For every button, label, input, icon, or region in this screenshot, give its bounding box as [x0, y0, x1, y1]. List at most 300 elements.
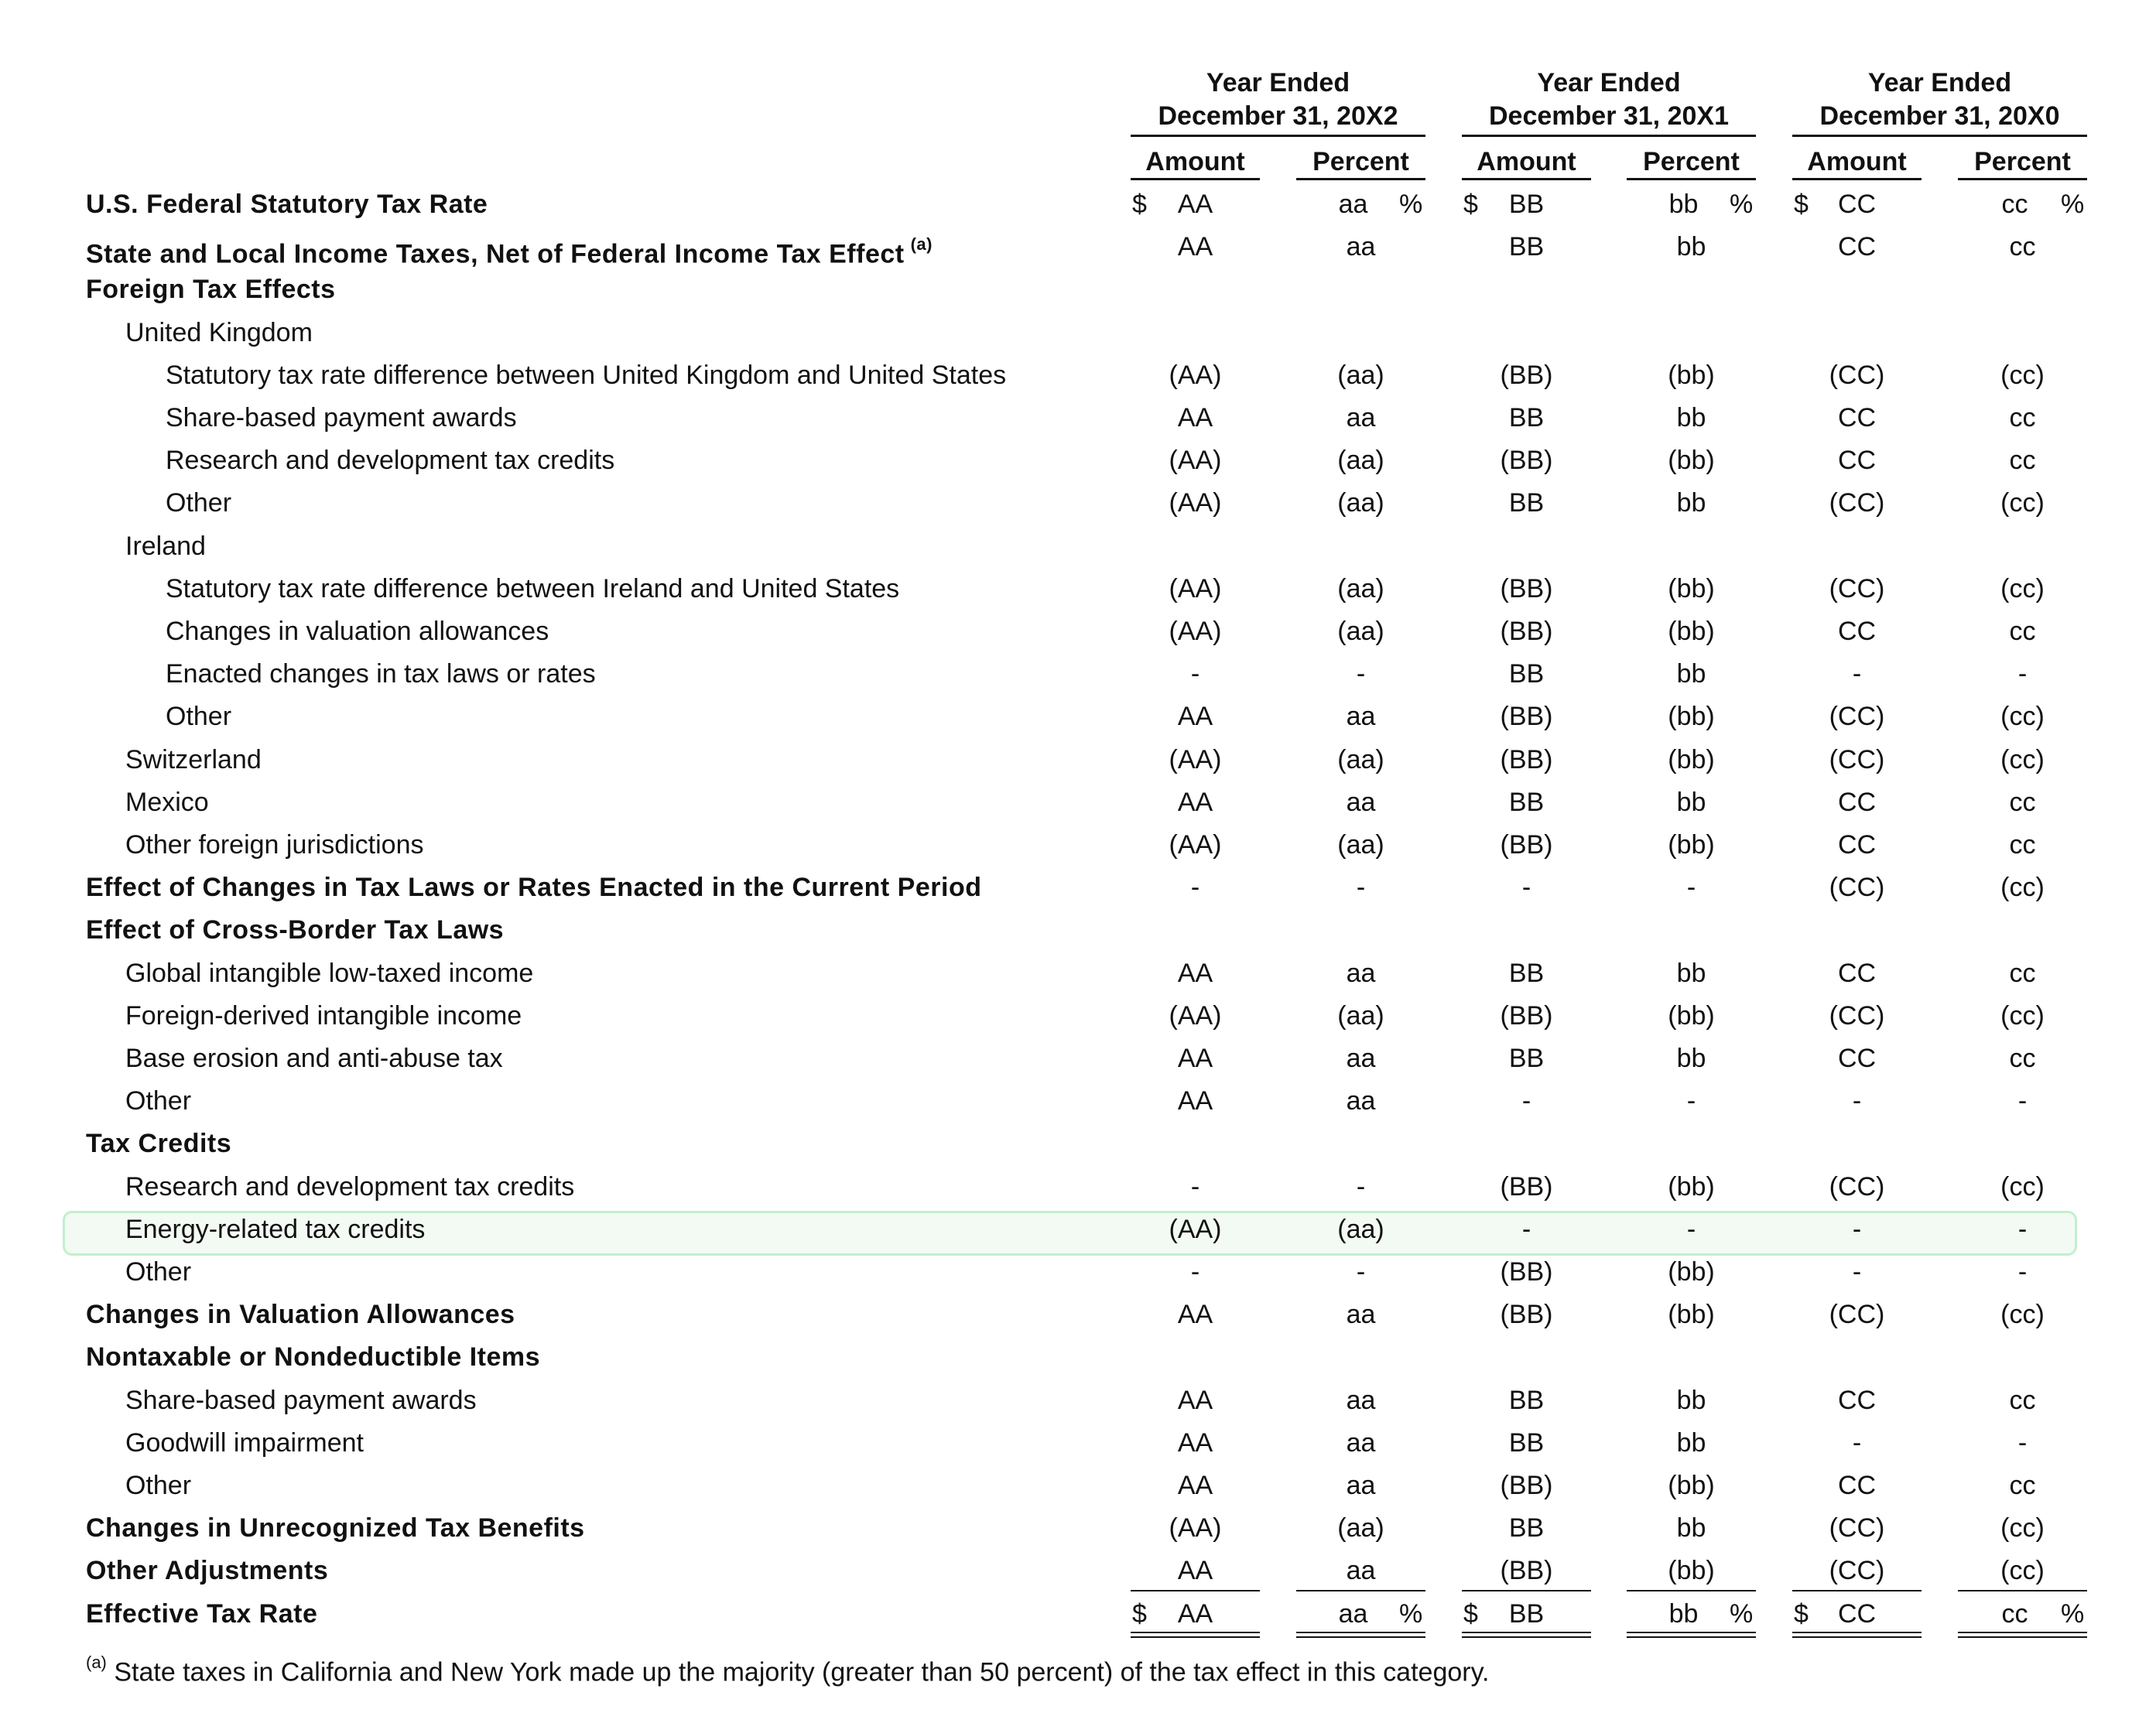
amount-cell: (BB) — [1500, 1471, 1553, 1500]
percent-cell: aa — [1346, 1300, 1376, 1329]
total-double-underline — [1296, 1636, 1425, 1638]
amount-cell: CC — [1837, 1599, 1877, 1629]
table-row — [0, 867, 2156, 909]
amount-cell: (CC) — [1829, 745, 1885, 774]
row-label — [125, 1422, 364, 1465]
amount-cell: AA — [1177, 232, 1213, 262]
amount-cell: AA — [1177, 702, 1213, 731]
percent-cell: - — [1686, 873, 1696, 902]
row-label — [166, 354, 1006, 397]
percent-cell: bb — [1676, 788, 1706, 817]
subtotal-underline — [1131, 1590, 1260, 1591]
row-label-text: Global intangible low-taxed income — [125, 959, 534, 988]
percent-cell: aa — [1346, 1428, 1376, 1458]
percent-cell: aa — [1346, 232, 1376, 262]
amount-cell: - — [1852, 1257, 1862, 1287]
footnote-text: State taxes in California and New York made up the majority (greater than 50 percent) of the tax effect in this category. — [114, 1657, 1490, 1687]
period-line1: Year Ended — [1537, 68, 1681, 97]
percent-cell: bb — [1676, 488, 1706, 518]
percent-cell: aa — [1346, 1044, 1376, 1073]
row-label-text: Share-based payment awards — [166, 403, 517, 432]
percent-cell: (cc) — [2000, 361, 2045, 390]
percent-cell: - — [1356, 873, 1366, 902]
percent-cell: aa — [1346, 702, 1376, 731]
row-label-text: Ireland — [125, 532, 206, 561]
row-label-text: Other — [125, 1257, 192, 1287]
amount-cell: (AA) — [1169, 1513, 1222, 1543]
amount-cell: (AA) — [1169, 745, 1222, 774]
total-double-underline — [1792, 1636, 1922, 1638]
table-row — [0, 781, 2156, 824]
period-underline — [1462, 135, 1756, 137]
row-label-text: Other — [125, 1471, 192, 1500]
table-row — [0, 1379, 2156, 1422]
percent-cell: - — [2017, 659, 2028, 689]
row-label — [125, 995, 522, 1038]
percent-cell: (bb) — [1668, 745, 1715, 774]
row-label-text: Other — [166, 702, 232, 731]
percent-cell: (aa) — [1337, 745, 1384, 774]
percent-cell: (bb) — [1668, 1172, 1715, 1202]
row-label-text: Statutory tax rate difference between Ireland and United States — [166, 574, 900, 603]
amount-cell: (BB) — [1500, 1172, 1553, 1202]
amount-cell: CC — [1837, 959, 1877, 988]
amount-cell: - — [1852, 1215, 1862, 1244]
row-label — [125, 1465, 191, 1507]
row-label — [166, 397, 517, 439]
row-label — [86, 867, 981, 909]
percent-cell: (bb) — [1668, 830, 1715, 860]
percent-cell: (bb) — [1668, 1300, 1715, 1329]
amount-cell: AA — [1177, 788, 1213, 817]
row-label — [125, 1251, 191, 1294]
amount-cell: CC — [1837, 403, 1877, 432]
period-underline — [1131, 135, 1425, 137]
percent-cell: bb — [1676, 1428, 1706, 1458]
percent-cell: aa — [1346, 1386, 1376, 1415]
row-label — [166, 696, 231, 738]
percent-cell: cc — [2009, 403, 2036, 432]
percent-cell: bb — [1676, 1044, 1706, 1073]
subtotal-underline — [1958, 1590, 2087, 1591]
amount-cell: BB — [1508, 232, 1545, 262]
total-double-underline — [1131, 1636, 1260, 1638]
amount-cell: BB — [1508, 1513, 1545, 1543]
percent-cell: - — [1356, 1172, 1366, 1202]
table-row — [0, 1294, 2156, 1336]
row-label-text: Effect of Changes in Tax Laws or Rates Enacted in the Current Period — [86, 873, 982, 902]
row-label — [86, 1550, 328, 1592]
table-row — [0, 354, 2156, 397]
total-double-underline — [1131, 1632, 1260, 1633]
amount-cell: - — [1852, 1086, 1862, 1116]
table-row — [0, 312, 2156, 354]
amount-cell: BB — [1508, 403, 1545, 432]
amount-cell: CC — [1837, 1386, 1877, 1415]
percent-cell: - — [2017, 1215, 2028, 1244]
amount-cell: - — [1852, 659, 1862, 689]
amount-cell: BB — [1508, 1044, 1545, 1073]
row-label-text: Changes in valuation allowances — [166, 617, 549, 646]
table-row — [0, 909, 2156, 952]
dollar-sign: $ — [1132, 1599, 1147, 1629]
row-label-text: Goodwill impairment — [125, 1428, 364, 1458]
column-underline — [1958, 178, 2087, 180]
row-label — [86, 1507, 585, 1550]
row-label — [86, 909, 504, 952]
row-label — [86, 1123, 231, 1165]
row-label-text: Changes in Unrecognized Tax Benefits — [86, 1513, 585, 1543]
period-line2: December 31, 20X2 — [1158, 101, 1398, 131]
table-row — [0, 1251, 2156, 1294]
amount-cell: CC — [1837, 232, 1877, 262]
amount-cell: (CC) — [1829, 574, 1885, 603]
row-label — [125, 739, 262, 781]
amount-cell: (BB) — [1500, 1257, 1553, 1287]
column-underline — [1792, 178, 1922, 180]
percent-cell: - — [2017, 1428, 2028, 1458]
amount-cell: - — [1852, 1428, 1862, 1458]
percent-cell: (cc) — [2000, 873, 2045, 902]
percent-cell: aa — [1346, 959, 1376, 988]
percent-cell: cc — [2009, 1471, 2036, 1500]
percent-cell: bb — [1676, 959, 1706, 988]
subtotal-underline — [1462, 1590, 1591, 1591]
percent-cell: cc — [2009, 446, 2036, 475]
percent-cell: - — [1686, 1086, 1696, 1116]
percent-cell: cc — [2009, 1044, 2036, 1073]
percent-cell: (bb) — [1668, 1257, 1715, 1287]
table-row — [0, 739, 2156, 781]
row-label — [86, 1294, 515, 1336]
amount-cell: (AA) — [1169, 1215, 1222, 1244]
total-double-underline — [1958, 1632, 2087, 1633]
amount-cell: (BB) — [1500, 1556, 1553, 1585]
row-label — [86, 183, 488, 226]
percent-cell: - — [1356, 1257, 1366, 1287]
amount-cell: (AA) — [1169, 617, 1222, 646]
column-underline — [1462, 178, 1591, 180]
table-row — [0, 1038, 2156, 1080]
column-underline — [1296, 178, 1425, 180]
percent-cell: cc — [2009, 788, 2036, 817]
row-label — [166, 439, 614, 482]
amount-cell: - — [1521, 1086, 1531, 1116]
percent-cell: (cc) — [2000, 488, 2045, 518]
percent-cell: aa — [1346, 1471, 1376, 1500]
amount-cell: - — [1521, 1215, 1531, 1244]
total-double-underline — [1462, 1632, 1591, 1633]
row-label-text: Research and development tax credits — [125, 1172, 575, 1202]
amount-cell: AA — [1177, 1428, 1213, 1458]
percent-cell: bb — [1668, 190, 1699, 219]
row-label-text: Switzerland — [125, 745, 262, 774]
row-label-text: Energy-related tax credits — [125, 1215, 426, 1244]
amount-cell: (AA) — [1169, 830, 1222, 860]
amount-column-header: Amount — [1145, 147, 1245, 176]
percent-cell: (cc) — [2000, 1513, 2045, 1543]
row-label-text: United Kingdom — [125, 318, 313, 347]
amount-cell: CC — [1837, 446, 1877, 475]
amount-cell: CC — [1837, 1471, 1877, 1500]
percent-column-header: Percent — [1312, 147, 1409, 176]
percent-cell: (aa) — [1337, 488, 1384, 518]
period-line2: December 31, 20X1 — [1489, 101, 1729, 131]
table-row — [0, 1422, 2156, 1465]
percent-cell: - — [1356, 659, 1366, 689]
row-label — [125, 1208, 425, 1251]
amount-cell: (BB) — [1500, 574, 1553, 603]
amount-cell: BB — [1508, 959, 1545, 988]
amount-cell: AA — [1177, 1044, 1213, 1073]
amount-cell: (CC) — [1829, 1556, 1885, 1585]
amount-cell: - — [1190, 659, 1200, 689]
amount-cell: (AA) — [1169, 1001, 1222, 1031]
amount-cell: BB — [1508, 1428, 1545, 1458]
row-label — [125, 312, 313, 354]
period-line2: December 31, 20X0 — [1819, 101, 2060, 131]
amount-cell: (AA) — [1169, 446, 1222, 475]
row-label-text: Mexico — [125, 788, 209, 817]
total-double-underline — [1627, 1636, 1756, 1638]
table-row — [0, 824, 2156, 867]
amount-cell: AA — [1177, 190, 1213, 219]
amount-cell: (BB) — [1500, 1001, 1553, 1031]
row-label-text: Statutory tax rate difference between United Kingdom and United States — [166, 361, 1007, 390]
row-label-text: Changes in Valuation Allowances — [86, 1300, 515, 1329]
dollar-sign: $ — [1132, 190, 1147, 219]
total-double-underline — [1792, 1632, 1922, 1633]
row-label-text: Base erosion and anti-abuse tax — [125, 1044, 503, 1073]
percent-cell: (cc) — [2000, 745, 2045, 774]
percent-cell: - — [2017, 1086, 2028, 1116]
row-label — [125, 824, 424, 867]
percent-cell: (bb) — [1668, 1001, 1715, 1031]
percent-cell: bb — [1676, 659, 1706, 689]
table-row — [0, 696, 2156, 738]
row-label — [125, 1166, 574, 1208]
percent-cell: aa — [1338, 1599, 1368, 1629]
table-row — [0, 226, 2156, 268]
row-label-text: Other — [166, 488, 232, 518]
percent-cell: (bb) — [1668, 702, 1715, 731]
percent-cell: cc — [2001, 190, 2028, 219]
row-label — [125, 1080, 191, 1123]
amount-cell: (BB) — [1500, 1300, 1553, 1329]
percent-cell: (bb) — [1668, 574, 1715, 603]
percent-cell: bb — [1676, 403, 1706, 432]
total-double-underline — [1462, 1636, 1591, 1638]
row-label — [125, 781, 209, 824]
table-row — [0, 482, 2156, 525]
table-row — [0, 397, 2156, 439]
percent-cell: (bb) — [1668, 361, 1715, 390]
row-label-text: Foreign Tax Effects — [86, 275, 336, 304]
row-label — [166, 482, 231, 525]
percent-cell: cc — [2009, 1386, 2036, 1415]
amount-cell: BB — [1508, 190, 1545, 219]
percent-cell: (cc) — [2000, 1001, 2045, 1031]
total-double-underline — [1296, 1632, 1425, 1633]
percent-cell: (cc) — [2000, 1556, 2045, 1585]
amount-cell: BB — [1508, 659, 1545, 689]
amount-cell: AA — [1177, 1556, 1213, 1585]
amount-cell: (BB) — [1500, 617, 1553, 646]
amount-cell: CC — [1837, 190, 1877, 219]
amount-cell: (CC) — [1829, 1172, 1885, 1202]
row-label-text: Share-based payment awards — [125, 1386, 477, 1415]
row-label — [166, 610, 549, 653]
amount-cell: AA — [1177, 1386, 1213, 1415]
percent-cell: cc — [2009, 232, 2036, 262]
percent-cell: (cc) — [2000, 1300, 2045, 1329]
amount-cell: (CC) — [1829, 361, 1885, 390]
amount-cell: AA — [1177, 403, 1213, 432]
amount-cell: - — [1190, 1257, 1200, 1287]
period-line1: Year Ended — [1867, 68, 2012, 97]
table-row — [0, 568, 2156, 610]
percent-cell: - — [2017, 1257, 2028, 1287]
row-label-text: Other Adjustments — [86, 1556, 329, 1585]
amount-cell: (AA) — [1169, 488, 1222, 518]
row-label-text: Effective Tax Rate — [86, 1599, 318, 1629]
amount-cell: (CC) — [1829, 1513, 1885, 1543]
row-label-text: Enacted changes in tax laws or rates — [166, 659, 596, 689]
percent-cell: cc — [2001, 1599, 2028, 1629]
amount-cell: (AA) — [1169, 361, 1222, 390]
table-row — [0, 610, 2156, 653]
amount-cell: AA — [1177, 959, 1213, 988]
amount-cell: (BB) — [1500, 830, 1553, 860]
percent-cell: (bb) — [1668, 1471, 1715, 1500]
amount-cell: (BB) — [1500, 446, 1553, 475]
row-label-text: Tax Credits — [86, 1129, 232, 1158]
table-row — [0, 995, 2156, 1038]
row-label-text: Other — [125, 1086, 192, 1116]
percent-sign: % — [2061, 1599, 2085, 1629]
amount-cell: (BB) — [1500, 702, 1553, 731]
percent-cell: bb — [1668, 1599, 1699, 1629]
percent-cell: (aa) — [1337, 1215, 1384, 1244]
percent-cell: bb — [1676, 1386, 1706, 1415]
table-row — [0, 1166, 2156, 1208]
amount-cell: BB — [1508, 1386, 1545, 1415]
table-row — [0, 1550, 2156, 1592]
table-row — [0, 1507, 2156, 1550]
amount-cell: (CC) — [1829, 873, 1885, 902]
percent-column-header: Percent — [1974, 147, 2071, 176]
amount-cell: (CC) — [1829, 1001, 1885, 1031]
row-label — [86, 1593, 317, 1636]
row-label — [86, 1336, 540, 1379]
amount-cell: CC — [1837, 1044, 1877, 1073]
percent-cell: bb — [1676, 1513, 1706, 1543]
amount-cell: (CC) — [1829, 702, 1885, 731]
table-row — [0, 952, 2156, 995]
percent-cell: (aa) — [1337, 574, 1384, 603]
table-row — [0, 1208, 2156, 1251]
percent-cell: bb — [1676, 232, 1706, 262]
percent-cell: (cc) — [2000, 574, 2045, 603]
table-row — [0, 1080, 2156, 1123]
percent-cell: aa — [1346, 1086, 1376, 1116]
dollar-sign: $ — [1463, 1599, 1478, 1629]
amount-column-header: Amount — [1477, 147, 1576, 176]
table-row — [0, 1593, 2156, 1636]
amount-cell: AA — [1177, 1471, 1213, 1500]
table-row — [0, 268, 2156, 311]
percent-sign: % — [2061, 190, 2085, 219]
footnote-marker: (a) — [910, 234, 933, 254]
row-label — [125, 1379, 477, 1422]
table-row — [0, 1465, 2156, 1507]
row-label-text: Nontaxable or Nondeductible Items — [86, 1342, 541, 1372]
amount-cell: (CC) — [1829, 1300, 1885, 1329]
table-row — [0, 439, 2156, 482]
percent-column-header: Percent — [1643, 147, 1740, 176]
amount-cell: CC — [1837, 617, 1877, 646]
percent-cell: (bb) — [1668, 617, 1715, 646]
amount-cell: AA — [1177, 1086, 1213, 1116]
column-underline — [1627, 178, 1756, 180]
row-label-text: Other foreign jurisdictions — [125, 830, 424, 860]
row-label — [125, 1038, 503, 1080]
row-label-text: Research and development tax credits — [166, 446, 615, 475]
table-row — [0, 1336, 2156, 1379]
dollar-sign: $ — [1463, 190, 1478, 219]
amount-cell: BB — [1508, 788, 1545, 817]
amount-cell: (BB) — [1500, 361, 1553, 390]
percent-cell: - — [1686, 1215, 1696, 1244]
percent-cell: (aa) — [1337, 617, 1384, 646]
row-label — [125, 525, 206, 568]
amount-cell: CC — [1837, 830, 1877, 860]
percent-cell: (aa) — [1337, 830, 1384, 860]
row-label-text: State and Local Income Taxes, Net of Federal Income Tax Effect — [86, 239, 905, 269]
percent-cell: (cc) — [2000, 1172, 2045, 1202]
amount-column-header: Amount — [1807, 147, 1907, 176]
row-label — [86, 268, 336, 311]
amount-cell: BB — [1508, 488, 1545, 518]
amount-cell: - — [1190, 1172, 1200, 1202]
amount-cell: (AA) — [1169, 574, 1222, 603]
footnote — [86, 1653, 1490, 1687]
percent-sign: % — [1399, 190, 1423, 219]
footnote-marker: (a) — [86, 1653, 107, 1672]
dollar-sign: $ — [1794, 190, 1809, 219]
amount-cell: (BB) — [1500, 745, 1553, 774]
total-double-underline — [1627, 1632, 1756, 1633]
amount-cell: (CC) — [1829, 488, 1885, 518]
amount-cell: - — [1521, 873, 1531, 902]
amount-cell: CC — [1837, 788, 1877, 817]
table-row — [0, 653, 2156, 696]
percent-sign: % — [1730, 1599, 1754, 1629]
percent-cell: (aa) — [1337, 361, 1384, 390]
percent-sign: % — [1730, 190, 1754, 219]
table-row — [0, 525, 2156, 568]
table-row — [0, 183, 2156, 226]
percent-cell: cc — [2009, 617, 2036, 646]
row-label-text: Effect of Cross-Border Tax Laws — [86, 915, 505, 945]
percent-cell: (aa) — [1337, 446, 1384, 475]
amount-cell: AA — [1177, 1300, 1213, 1329]
row-label-text: Foreign-derived intangible income — [125, 1001, 522, 1031]
amount-cell: AA — [1177, 1599, 1213, 1629]
subtotal-underline — [1296, 1590, 1425, 1591]
percent-cell: aa — [1346, 403, 1376, 432]
subtotal-underline — [1627, 1590, 1756, 1591]
